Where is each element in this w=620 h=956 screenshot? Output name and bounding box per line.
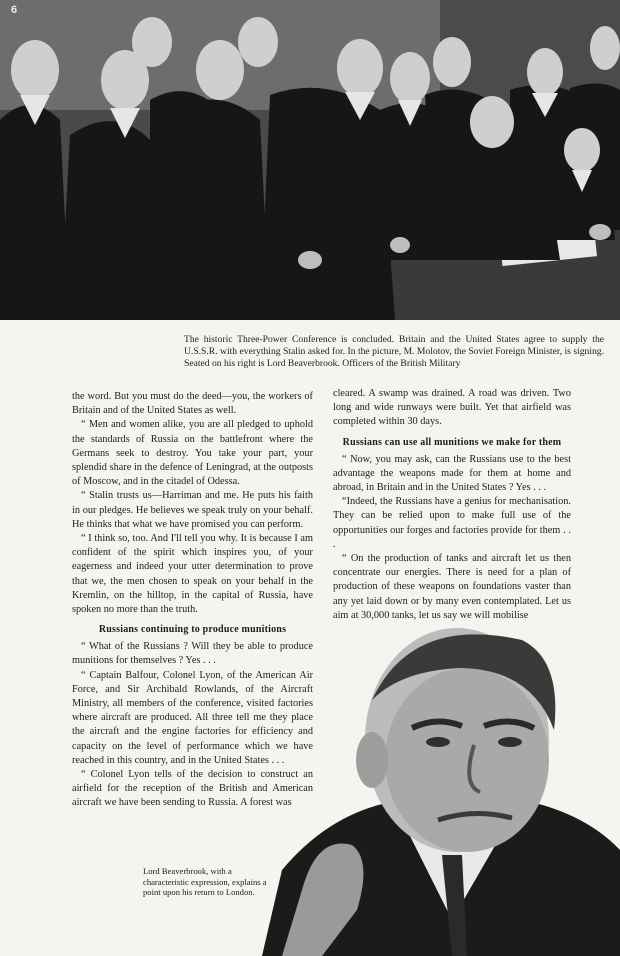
- conference-photo: [0, 0, 620, 320]
- conference-photo-caption: The historic Three-Power Conference is concluded. Britain and the United States agree to supply the U.S.S.R. with everything Stalin asked for. In the picture, M. Molotov, the Soviet Foreign Minister, is signing. Seated on his right is Lord Beaverbrook. Officers of the British Military: [184, 334, 604, 369]
- section-heading: Russians can use all munitions we make for them: [342, 436, 562, 448]
- body-paragraph: “ On the production of tanks and aircraft let us then concentrate our energies. There is need for a plan of production of these weapons on foundations vaster than any yet laid down or by many even contemplated. Let us aim at 30,000 tanks, let us say we will mobilise: [333, 553, 571, 621]
- body-paragraph: “ Colonel Lyon tells of the decision to construct an airfield for the reception of the British and American aircraft we have been sending to Russia. A forest was: [72, 769, 313, 809]
- body-paragraph: “ Captain Balfour, Colonel Lyon, of the American Air Force, and Sir Archibald Rowlands, of the Aircraft Ministry, all members of the conference, visited factories where aircraft are produced. All three tell me they place the aircraft and the engine factories for efficiency and capacity on the level of performance which we have reached in this country, and in the United States . . .: [72, 669, 313, 766]
- beaverbrook-portrait: [262, 620, 620, 956]
- body-paragraph: “ What of the Russians ? Will they be able to produce munitions for themselves ? Yes . . .: [72, 641, 313, 667]
- body-paragraph: “ Men and women alike, you are all pledged to uphold the standards of Russia on the battlefront where the Germans seek to destroy. You take your part, your splendid share in the defence of Leningrad, at the outposts of Moscow, and in the citadel of Odessa.: [72, 419, 313, 488]
- body-paragraph: “ Stalin trusts us—Harriman and me. He puts his faith in our pledges. He believes we speak truly on your behalf. He thinks that what we have promised you can perform.: [72, 490, 313, 530]
- body-paragraph: “ I think so, too. And I'll tell you why. It is because I am confident of the spirit which inspires you, of your eagerness and indeed your utter determination to prove that we, the men chosen to speak on your behalf in the Kremlin, on the hilltop, in the capital of Russia, have spoken no more than the truth.: [72, 533, 313, 616]
- page-number: 6: [11, 4, 18, 16]
- body-paragraph: cleared. A swamp was drained. A road was driven. Two long and wide runways were built. Yet that airfield was completed within 30 days.: [333, 388, 571, 428]
- body-paragraph: the word. But you must do the deed—you, the workers of Britain and of the United States as well.: [72, 391, 313, 417]
- body-paragraph: “ Now, you may ask, can the Russians use to the best advantage the weapons made for them at home and abroad, in Britain and in the United States ? Yes . . .: [333, 453, 571, 494]
- section-heading: Russians continuing to produce munitions: [98, 624, 287, 636]
- portrait-caption: Lord Beaverbrook, with a characteristic expression, explains a point upon his return to London.: [143, 866, 267, 897]
- right-column: [333, 387, 571, 623]
- body-paragraph: “Indeed, the Russians have a genius for mechanisation. They can be relied upon to make full use of the opportunities our forges and factories provide for them . . .: [333, 496, 571, 550]
